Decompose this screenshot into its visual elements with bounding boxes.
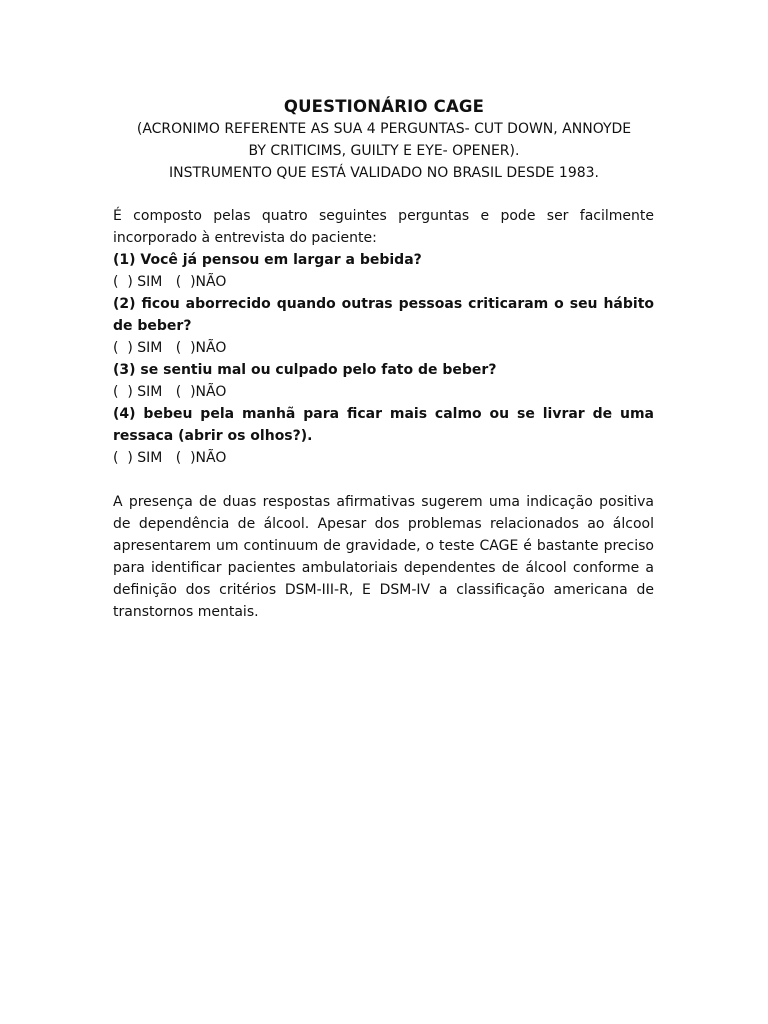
answer-options-3: ( ) SIM ( )NÃO (113, 384, 227, 400)
answer-options-2: ( ) SIM ( )NÃO (113, 340, 227, 356)
subtitle-line-3: INSTRUMENTO QUE ESTÁ VALIDADO NO BRASIL DESDE 1983. (169, 165, 599, 181)
subtitle-line-1: (ACRONIMO REFERENTE AS SUA 4 PERGUNTAS- CUT DOWN, ANNOYDE (136, 121, 632, 137)
question-4: (4) bebeu pela manhã para ficar mais calmo ou se livrar de uma ressaca (abrir os olhos?). (113, 406, 654, 444)
question-2: (2) ficou aborrecido quando outras pessoas criticaram o seu hábito de beber? (113, 296, 654, 334)
document-title: QUESTIONÁRIO CAGE (283, 97, 485, 116)
answer-options-4: ( ) SIM ( )NÃO (113, 450, 227, 466)
question-1: (1) Você já pensou em largar a bebida? (113, 252, 422, 268)
intro-paragraph: É composto pelas quatro seguintes perguntas e pode ser facilmente incorporado à entrevista do paciente: (113, 208, 654, 246)
conclusion-paragraph: A presença de duas respostas afirmativas sugerem uma indicação positiva de dependência de álcool. Apesar dos problemas relacionados ao álcool apresentarem um continuum de gravidade, o teste CAGE é bastante preciso para identificar pacientes ambulatoriais dependentes de álcool conforme a definição dos critérios DSM-III-R, E DSM-IV a classificação americana de transtornos mentais. (113, 494, 654, 620)
document-header (100, 96, 668, 184)
answer-options-1: ( ) SIM ( )NÃO (113, 274, 227, 290)
paragraph-spacer (113, 469, 654, 491)
subtitle-line-2: BY CRITICIMS, GUILTY E EYE- OPENER). (248, 143, 520, 159)
question-3: (3) se sentiu mal ou culpado pelo fato de beber? (113, 362, 497, 378)
document-body (113, 205, 654, 623)
